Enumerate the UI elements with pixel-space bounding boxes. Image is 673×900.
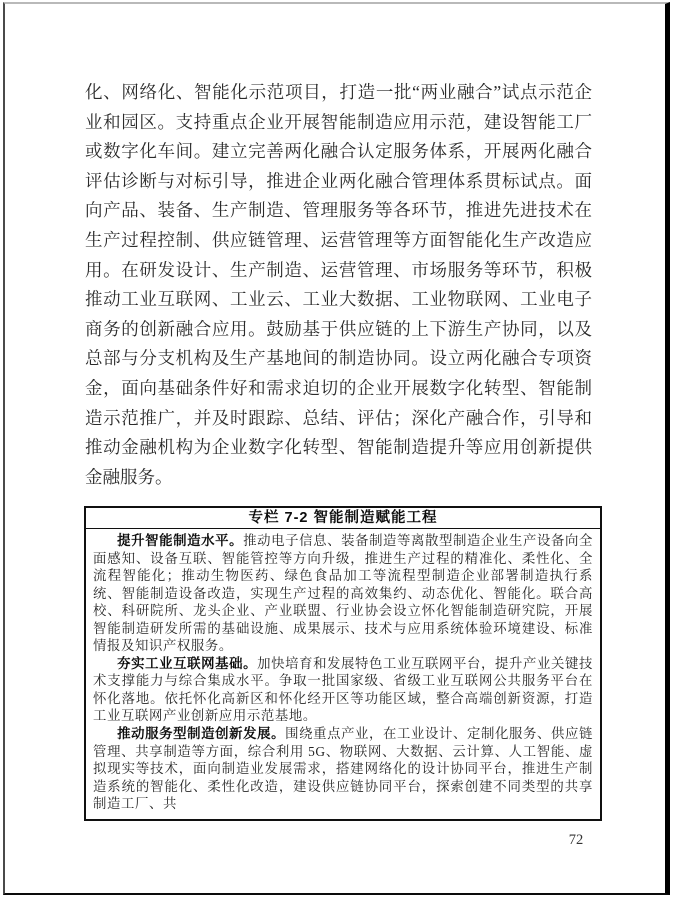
body-text-line: 用。在研发设计、生产制造、运营管理、市场服务等环节，积极 xyxy=(85,259,592,280)
body-text-line: 商务的创新融合应用。鼓励基于供应链的上下游生产协同，以及 xyxy=(85,318,592,339)
paragraph-text: 加快培育和发展特色工业互联网平台，提升产业关键技术支撑能力与综合集成水平。争取一批国家级、省级工业互联网公共服务平台在怀化落地。依托怀化高新区和怀化经开区等功能区域，整合高端创新资源，打造工业互联网产业创新应用示范基地。 xyxy=(93,655,593,724)
body-text-line: 总部与分支机构及生产基地间的制造协同。设立两化融合专项资 xyxy=(85,348,592,369)
body-text-line: 业和园区。支持重点企业开展智能制造应用示范，建设智能工厂 xyxy=(85,111,592,132)
paragraph-lead: 推动服务型制造创新发展。 xyxy=(117,726,286,742)
column-box-paragraph xyxy=(93,725,593,813)
body-text-line: 推动工业互联网、工业云、工业大数据、工业物联网、工业电子 xyxy=(85,289,592,310)
body-text-line: 造示范推广，并及时跟踪、总结、评估；深化产融合作，引导和 xyxy=(85,407,592,428)
paragraph-text: 推动电子信息、装备制造等离散型制造企业生产设备向全面感知、设备互联、智能管控等方向升级，推进生产过程的精准化、柔性化、全流程智能化；推动生物医药、绿色食品加工等流程型制造企业部署制造执行系统、智能制造设备改造，实现生产过程的高效集约、动态优化、智能化。联合高校、科研院所、龙头企业、产业联盟、行业协会设立怀化智能制造研究院，开展智能制造研发所需的基础设施、成果展示、技术与应用系统体验环境建设、标准情报及知识产权服务。 xyxy=(93,533,594,654)
body-text-line: 金融服务。 xyxy=(85,466,173,487)
body-text-line: 化、网络化、智能化示范项目，打造一批“两业融合”试点示范企 xyxy=(85,82,592,102)
body-text-line: 金，面向基础条件好和需求迫切的企业开展数字化转型、智能制 xyxy=(85,377,592,398)
paragraph-lead: 夯实工业互联网基础。 xyxy=(117,655,258,671)
body-text-line: 或数字化车间。建立完善两化融合认定服务体系，开展两化融合 xyxy=(85,141,592,162)
body-text-line: 推动金融机构为企业数字化转型、智能制造提升等应用创新提供 xyxy=(85,437,592,458)
column-box xyxy=(84,506,602,821)
paragraph-text: 围绕重点产业，在工业设计、定制化服务、供应链管理、共享制造等方面，综合利用 5G、物联网、大数据、云计算、人工智能、虚拟现实等技术，面向制造业发展需求，搭建网络化的设计协同平台，推进生产制造系统的智能化、柔性化改造，建设供应链协同平台，探索创建不同类型的共享制造工厂、共 xyxy=(93,726,593,812)
body-paragraph xyxy=(85,78,592,492)
paragraph-lead: 提升智能制造水平。 xyxy=(117,533,244,548)
column-box-title: 专栏 7-2 智能制造赋能工程 xyxy=(86,508,600,529)
column-box-body xyxy=(86,529,600,819)
page-number: 72 xyxy=(568,832,584,848)
column-box-paragraph xyxy=(93,532,593,655)
body-text-line: 向产品、装备、生产制造、管理服务等各环节，推进先进技术在 xyxy=(85,200,592,221)
column-box-paragraph xyxy=(93,655,593,725)
body-text-line: 生产过程控制、供应链管理、运营管理等方面智能化生产改造应 xyxy=(85,229,592,250)
body-text-line: 评估诊断与对标引导，推进企业两化融合管理体系贯标试点。面 xyxy=(85,170,592,191)
